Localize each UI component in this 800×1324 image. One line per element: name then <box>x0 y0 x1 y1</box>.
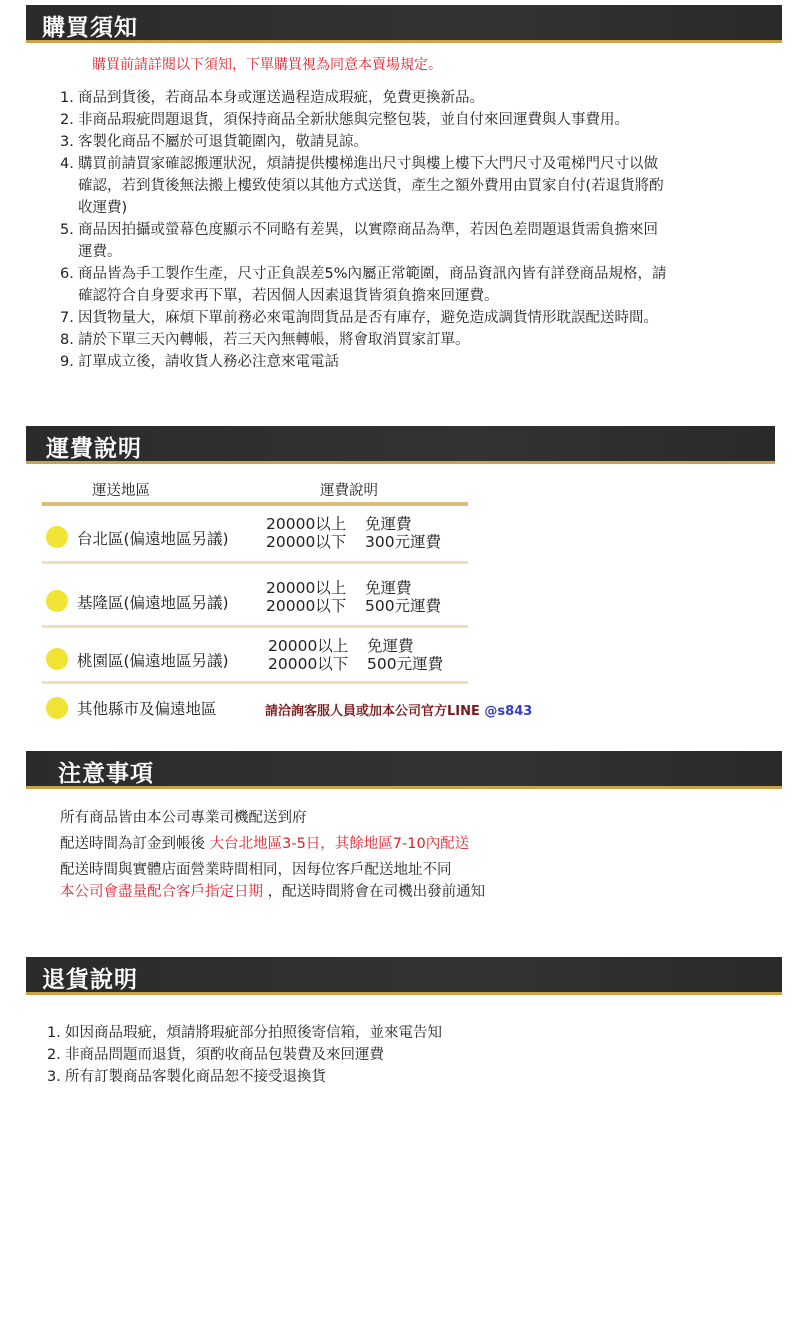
fee-amount: 300元運費 <box>365 533 442 551</box>
list-item-line: 商品到貨後，若商品本身或運送過程造成瑕疵，免費更換新品。 <box>78 90 484 106</box>
list-item <box>47 1044 737 1066</box>
list-item-number: 2. <box>60 112 74 128</box>
notice-line-1: 所有商品皆由本公司專業司機配送到府 <box>60 810 307 826</box>
other-note-text: 請洽詢客服人員或加本公司官方LINE <box>265 704 480 719</box>
list-item-line: 商品皆為手工製作生產，尺寸正負誤差5%內屬正常範圍，商品資訊內皆有詳登商品規格，請 <box>78 266 667 282</box>
list-item <box>60 109 750 131</box>
fee-amount: 免運費 <box>365 579 412 597</box>
region-name: 台北區(偏遠地區另議) <box>77 530 229 548</box>
list-item-number: 6. <box>60 266 74 282</box>
list-item-line: 運費。 <box>78 244 122 260</box>
col-region-header: 運送地區 <box>92 483 150 499</box>
shipping-header <box>26 426 775 464</box>
list-item-number: 9. <box>60 354 74 370</box>
fee-detail <box>266 515 441 551</box>
region-bullet-icon <box>46 590 68 612</box>
notice-line-4 <box>60 879 485 905</box>
list-item-line: 確認符合自身要求再下單，若因個人因素退貨皆須負擔來回運費。 <box>78 288 499 304</box>
list-item <box>60 329 750 351</box>
fee-detail <box>268 637 443 673</box>
region-name: 基隆區(偏遠地區另議) <box>77 594 229 612</box>
purchase-list <box>60 87 750 373</box>
fee-amount: 免運費 <box>367 637 414 655</box>
notice-line-2-prefix: 配送時間為訂金到帳後 <box>60 836 205 852</box>
list-item <box>60 351 750 373</box>
list-item-number: 8. <box>60 332 74 348</box>
list-item <box>47 1066 737 1088</box>
purchase-title: 購買須知 <box>42 15 138 41</box>
list-item-line: 收運費) <box>78 200 128 216</box>
region-name: 桃園區(偏遠地區另議) <box>77 652 229 670</box>
list-item <box>60 263 750 307</box>
fee-amount: 免運費 <box>365 515 412 533</box>
notice-line-3: 配送時間與實體店面營業時間相同，因每位客戶配送地址不同 <box>60 862 452 878</box>
other-region-note <box>265 700 532 719</box>
returns-list <box>47 1022 737 1088</box>
list-item <box>60 153 750 219</box>
fee-detail <box>266 579 441 615</box>
list-item-text: 非商品問題而退貨，須酌收商品包裝費及來回運費 <box>65 1047 384 1063</box>
col-fee-header: 運費說明 <box>320 483 378 499</box>
list-item <box>60 307 750 329</box>
region-bullet-icon <box>46 697 68 719</box>
fee-threshold: 20000以下 <box>268 655 349 673</box>
other-region: 其他縣市及偏遠地區 <box>77 700 217 718</box>
purchase-header <box>26 5 782 43</box>
fee-threshold: 20000以下 <box>266 533 347 551</box>
list-item-number: 4. <box>60 156 74 172</box>
fee-threshold: 20000以上 <box>266 579 347 597</box>
fee-threshold: 20000以下 <box>266 597 347 615</box>
list-item-number: 3. <box>60 134 74 150</box>
list-item-number: 3. <box>47 1069 61 1085</box>
list-item <box>60 87 750 109</box>
list-item-line: 確認，若到貨後無法搬上樓致使須以其他方式送貨，產生之額外費用由買家自付(若退貨將酌 <box>78 178 664 194</box>
list-item-number: 2. <box>47 1047 61 1063</box>
notice-header <box>26 751 782 789</box>
notice-line-4-highlight: 本公司會盡量配合客戶指定日期 <box>60 884 263 900</box>
list-item-text: 所有訂製商品客製化商品恕不接受退換貨 <box>65 1069 326 1085</box>
notice-line-2 <box>60 831 469 857</box>
list-item-number: 1. <box>47 1025 61 1041</box>
returns-title: 退貨說明 <box>42 967 138 993</box>
fee-threshold: 20000以上 <box>268 637 349 655</box>
row-divider <box>42 681 468 684</box>
list-item-number: 5. <box>60 222 74 238</box>
line-id[interactable]: @s843 <box>484 704 533 719</box>
table-divider <box>42 502 468 506</box>
list-item-line: 商品因拍攝或螢幕色度顯示不同略有差異，以實際商品為準，若因色差問題退貨需負擔來回 <box>78 222 658 238</box>
region-bullet-icon <box>46 526 68 548</box>
returns-header <box>26 957 782 995</box>
fee-threshold: 20000以上 <box>266 515 347 533</box>
list-item-line: 購買前請買家確認搬運狀況，煩請提供樓梯進出尺寸與樓上樓下大門尺寸及電梯門尺寸以做 <box>78 156 658 172</box>
list-item-line: 因貨物量大，麻煩下單前務必來電詢問貨品是否有庫存，避免造成調貨情形耽誤配送時間。 <box>78 310 658 326</box>
row-divider <box>42 561 468 564</box>
fee-amount: 500元運費 <box>365 597 442 615</box>
notice-line-4-suffix: ，配送時間將會在司機出發前通知 <box>267 884 486 900</box>
list-item <box>60 131 750 153</box>
list-item-number: 7. <box>60 310 74 326</box>
fee-amount: 500元運費 <box>367 655 444 673</box>
purchase-intro: 購買前請詳閱以下須知，下單購買視為同意本賣場規定。 <box>92 57 442 73</box>
list-item <box>47 1022 737 1044</box>
shipping-title: 運費說明 <box>46 436 142 462</box>
list-item-text: 如因商品瑕疵，煩請將瑕疵部分拍照後寄信箱，並來電告知 <box>65 1025 442 1041</box>
notice-line-2-highlight: 大台北地區3-5日，其餘地區7-10內配送 <box>209 836 470 852</box>
list-item-line: 請於下單三天內轉帳，若三天內無轉帳，將會取消買家訂單。 <box>78 332 470 348</box>
list-item-line: 訂單成立後，請收貨人務必注意來電電話 <box>78 354 339 370</box>
region-bullet-icon <box>46 648 68 670</box>
list-item-number: 1. <box>60 90 74 106</box>
row-divider <box>42 625 468 628</box>
list-item <box>60 219 750 263</box>
list-item-line: 客製化商品不屬於可退貨範圍內，敬請見諒。 <box>78 134 368 150</box>
list-item-line: 非商品瑕疵問題退貨，須保持商品全新狀態與完整包裝，並自付來回運費與人事費用。 <box>78 112 629 128</box>
notice-title: 注意事項 <box>58 761 154 787</box>
